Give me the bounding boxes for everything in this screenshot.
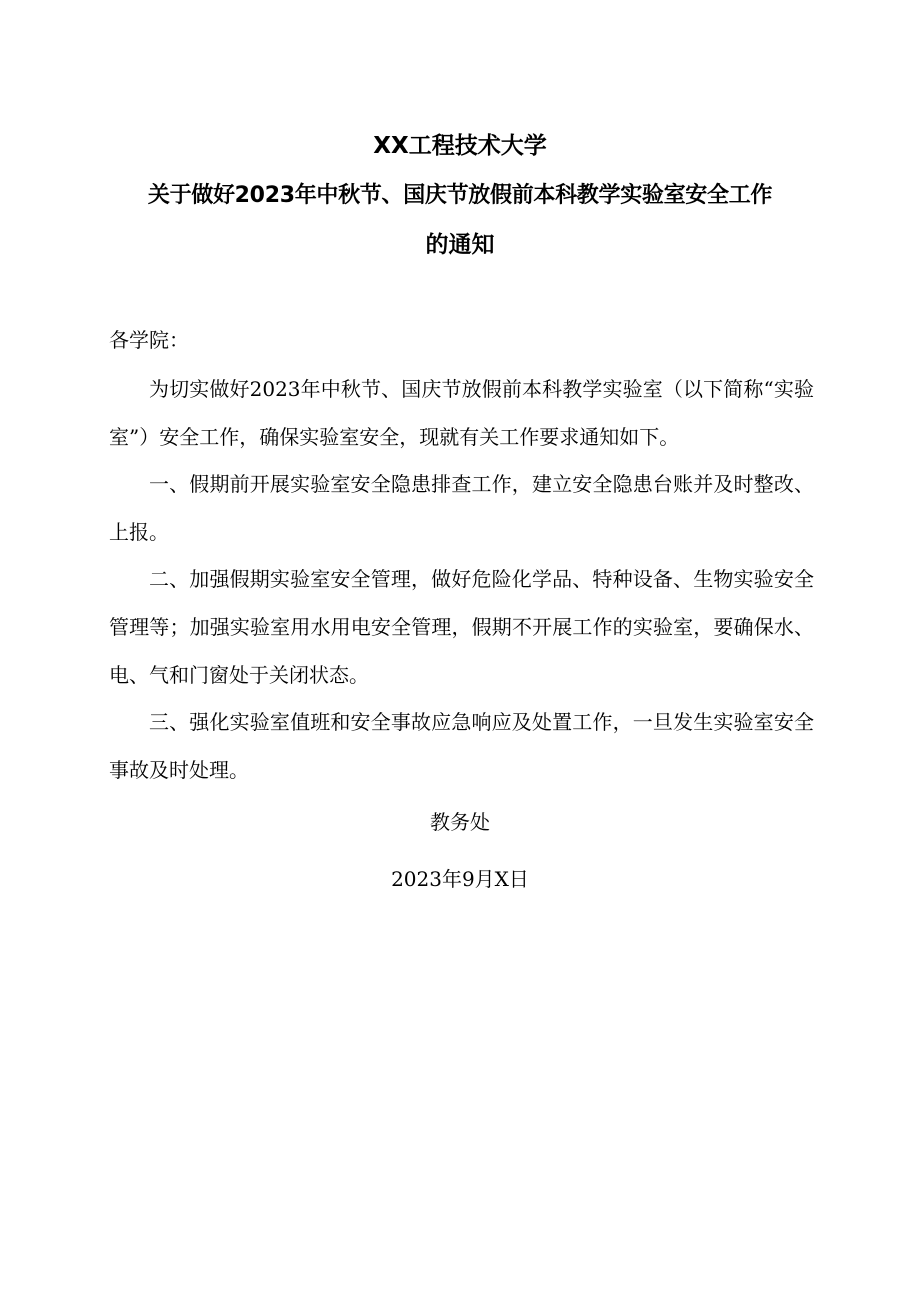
title-suffix: 的通知: [425, 232, 495, 258]
issue-date: 2023年9月X日: [391, 867, 529, 891]
paragraph-text: 为切实做好2023年中秋节、国庆节放假前本科教学实验室（以下简称“实验室”）安全工作，确保实验室安全，现就有关工作要求通知如下。: [109, 377, 814, 449]
paragraph-item-1: [109, 460, 814, 556]
issuer-signature: 教务处: [430, 810, 490, 834]
title-subject: 关于做好2023年中秋节、国庆节放假前本科教学实验室安全工作: [147, 183, 773, 208]
paragraph-intro: [109, 365, 814, 461]
paragraph-text: 三、强化实验室值班和安全事故应急响应及处置工作，一旦发生实验室安全事故及时处理。: [109, 710, 814, 782]
paragraph-item-2: [109, 555, 814, 699]
paragraph-item-3: [109, 698, 814, 794]
paragraph-text: 一、假期前开展实验室安全隐患排查工作，建立安全隐患台账并及时整改、上报。: [109, 472, 814, 544]
paragraph-text: 二、加强假期实验室安全管理，做好危险化学品、特种设备、生物实验安全管理等；加强实验室用水用电安全管理，假期不开展工作的实验室，要确保水、电、气和门窗处于关闭状态。: [109, 567, 814, 687]
salutation: 各学院：: [109, 328, 189, 352]
title-university: XX工程技术大学: [373, 133, 547, 159]
